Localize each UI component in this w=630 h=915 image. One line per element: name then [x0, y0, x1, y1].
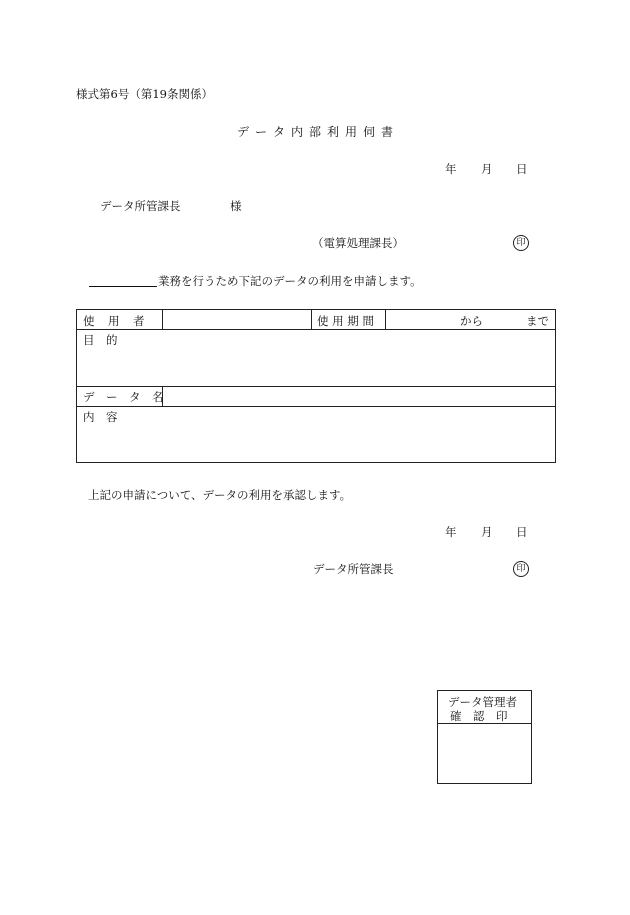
confirm-box-title: データ管理者 [448, 695, 517, 709]
applicant-seal-icon: 印 [513, 235, 529, 251]
confirm-seal-area[interactable] [440, 726, 529, 781]
table-divider [162, 310, 163, 329]
addressee-honorific: 様 [230, 199, 242, 213]
applicant-title: （電算処理課長） [312, 236, 404, 250]
date-day: 日 [516, 162, 528, 176]
purpose-field[interactable] [137, 332, 547, 382]
table-divider [77, 406, 555, 407]
user-label: 使 用 者 [83, 314, 146, 328]
approval-date-year: 年 [445, 525, 457, 539]
document-title: データ内部利用伺書 [237, 125, 400, 139]
date-year: 年 [445, 162, 457, 176]
table-divider [77, 386, 555, 387]
form-number: 様式第6号（第19条関係） [76, 87, 213, 101]
user-field[interactable] [165, 311, 309, 327]
approval-date-month: 月 [481, 525, 493, 539]
table-divider [311, 310, 312, 329]
approval-date-day: 日 [516, 525, 528, 539]
approval-sentence: 上記の申請について、データの利用を承認します。 [88, 488, 352, 502]
business-name-blank [89, 286, 157, 287]
period-label: 使 用 期 間 [317, 314, 374, 328]
confirm-box-subtitle: 確 認 印 [450, 709, 508, 723]
addressee-name: データ所管課長 [100, 199, 181, 213]
table-divider [77, 329, 555, 330]
confirm-box-divider [438, 723, 531, 724]
date-month: 月 [481, 162, 493, 176]
request-sentence: 業務を行うため下記のデータの利用を申請します。 [158, 274, 422, 288]
period-from: から [460, 314, 483, 328]
table-divider [385, 310, 386, 329]
data-name-field[interactable] [165, 388, 553, 404]
request-table [76, 309, 556, 463]
content-label: 内 容 [83, 410, 118, 424]
period-to: まで [526, 314, 549, 328]
purpose-label: 目 的 [83, 333, 118, 347]
approver-seal-icon: 印 [513, 561, 529, 577]
data-name-label: デ ー タ 名 [83, 390, 164, 404]
approver-title: データ所管課長 [313, 562, 394, 576]
content-field[interactable] [137, 409, 547, 459]
confirm-box [437, 690, 532, 784]
